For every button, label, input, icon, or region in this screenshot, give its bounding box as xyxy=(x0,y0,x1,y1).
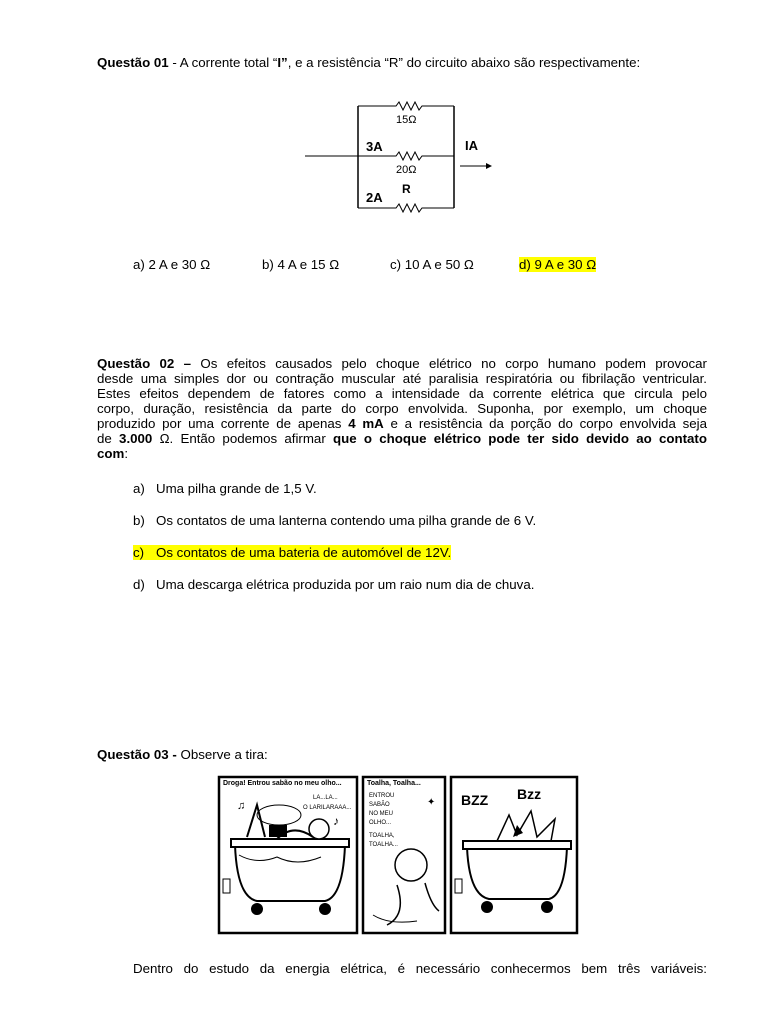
q2-option-a: a) Uma pilha grande de 1,5 V. xyxy=(133,481,317,496)
svg-text:BZZ: BZZ xyxy=(461,792,489,808)
label-ia: IA xyxy=(465,138,478,153)
resistor-r xyxy=(358,204,454,212)
label-20-ohm: 20Ω xyxy=(396,164,417,176)
svg-text:Bzz: Bzz xyxy=(517,786,542,802)
svg-text:NO MEU: NO MEU xyxy=(369,811,393,817)
svg-text:O LARILARAAA...: O LARILARAAA... xyxy=(303,805,352,811)
q1-statement: Questão 01 - A corrente total “I”, e a resistência “R” do circuito abaixo são respectivamente: xyxy=(97,55,641,70)
comic-panel-3 xyxy=(451,777,577,933)
svg-text:OLHO...: OLHO... xyxy=(369,820,392,826)
q1-option-a: a) 2 A e 30 Ω xyxy=(133,257,211,272)
svg-text:ENTROU: ENTROU xyxy=(369,793,395,799)
svg-text:TOALHA...: TOALHA... xyxy=(369,842,398,848)
q2-label: Questão 02 – xyxy=(97,356,192,371)
q3-statement: Questão 03 - Observe a tira: xyxy=(97,747,268,762)
svg-text:Droga! Entrou sabão no meu olh: Droga! Entrou sabão no meu olho... xyxy=(223,780,342,787)
comic-panel-1 xyxy=(219,777,357,933)
label-r: R xyxy=(402,182,411,196)
svg-text:LA...LA...: LA...LA... xyxy=(313,795,338,801)
q1-option-b: b) 4 A e 15 Ω xyxy=(262,257,340,272)
q3-label: Questão 03 - xyxy=(97,747,177,762)
q2-option-b: b) Os contatos de uma lanterna contendo uma pilha grande de 6 V. xyxy=(133,513,537,528)
svg-text:✦: ✦ xyxy=(427,797,436,808)
q1-option-c: c) 10 A e 50 Ω xyxy=(390,257,474,272)
q2-option-c: c) Os contatos de uma bateria de automóvel de 12V. xyxy=(133,545,452,560)
q2-option-d: d) Uma descarga elétrica produzida por um raio num dia de chuva. xyxy=(133,577,535,592)
q1-label: Questão 01 xyxy=(97,55,169,70)
label-3a: 3A xyxy=(366,139,383,154)
comic-strip xyxy=(217,775,579,935)
svg-text:♪: ♪ xyxy=(333,814,339,828)
svg-text:TOALHA,: TOALHA, xyxy=(369,833,395,839)
q2-statement: Questão 02 – Os efeitos causados pelo choque elétrico no corpo humano podem provocar desde uma simples dor ou contração muscular até paralisia respiratória ou fibrilação ventricular. Estes efeitos dependem de fatores como a intensidade da corrente elétrica que circula pelo corpo, duração, resistência da parte do corpo envolvida. Suponha, por exemplo, um choque produzido por uma corrente de apenas 4 mA e a resistência da porção do corpo envolvida seja de 3.000 Ω. Então podemos afirmar que o choque elétrico pode ter sido devido ao contato com: xyxy=(97,356,707,461)
svg-text:SABÃO: SABÃO xyxy=(369,802,390,808)
label-15-ohm: 15Ω xyxy=(396,114,417,126)
q3-followup: Dentro do estudo da energia elétrica, é necessário conhecermos bem três variáveis: xyxy=(133,961,707,976)
svg-text:♫: ♫ xyxy=(237,800,246,812)
svg-text:Toalha, Toalha...: Toalha, Toalha... xyxy=(367,780,421,787)
comic-panel-2 xyxy=(363,777,445,933)
resistor-15-ohm xyxy=(358,102,454,110)
q1-option-d: d) 9 A e 30 Ω xyxy=(519,257,597,272)
circuit-diagram xyxy=(300,98,500,216)
arrow-right-icon xyxy=(486,163,492,169)
label-2a: 2A xyxy=(366,190,383,205)
